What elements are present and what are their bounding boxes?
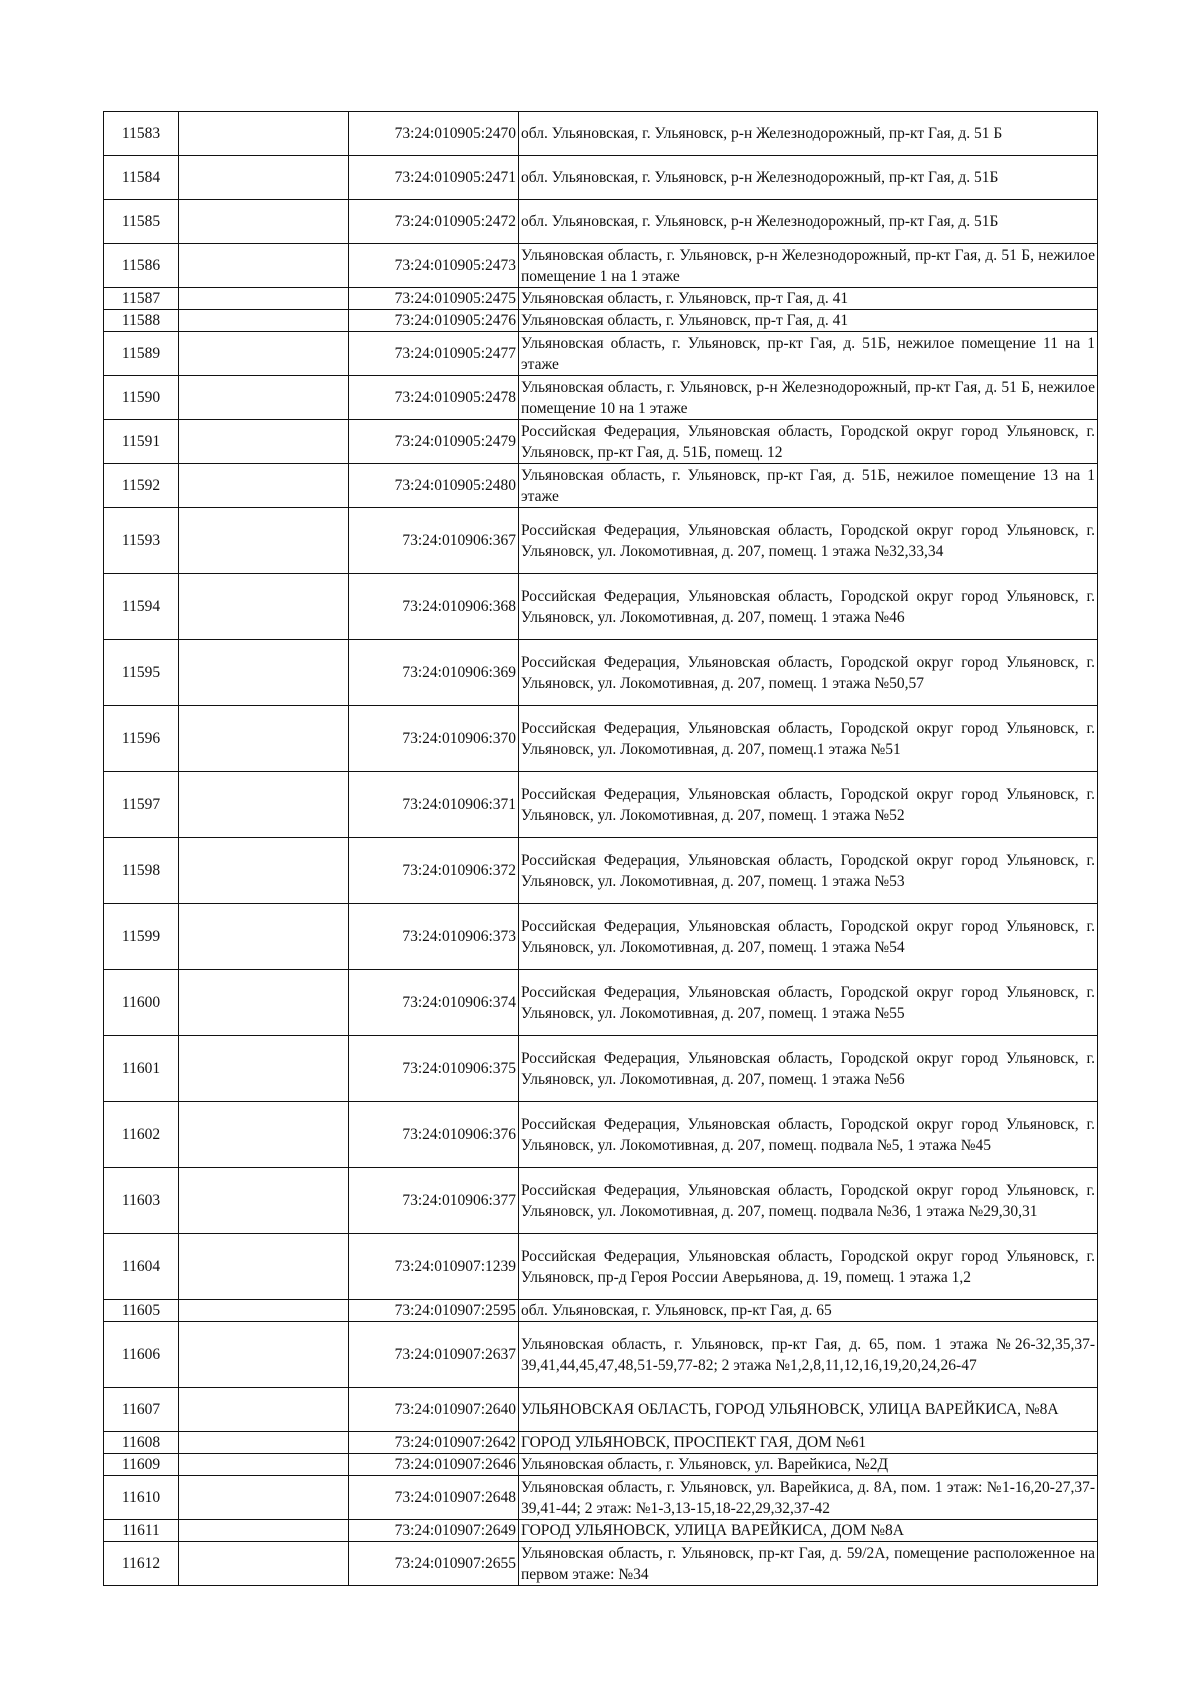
table-row [104, 1300, 1098, 1322]
row-number-cell: 11598 [104, 838, 179, 904]
row-number-cell: 11585 [104, 200, 179, 244]
row-number-cell: 11599 [104, 904, 179, 970]
row-number-cell: 11583 [104, 112, 179, 156]
row-number-cell: 11603 [104, 1168, 179, 1234]
address-cell: Ульяновская область, г. Ульяновск, р-н Железнодорожный, пр-кт Гая, д. 51 Б, нежилое помещение 10 на 1 этаже [519, 376, 1098, 420]
cadastral-number-cell: 73:24:010907:2637 [349, 1322, 519, 1388]
cadastral-number-cell: 73:24:010906:368 [349, 574, 519, 640]
empty-cell [179, 1432, 349, 1454]
cadastral-number-cell: 73:24:010905:2475 [349, 288, 519, 310]
address-cell: обл. Ульяновская, г. Ульяновск, р-н Железнодорожный, пр-кт Гая, д. 51Б [519, 156, 1098, 200]
row-number-cell: 11591 [104, 420, 179, 464]
table-row [104, 310, 1098, 332]
cadastral-number-cell: 73:24:010906:375 [349, 1036, 519, 1102]
empty-cell [179, 838, 349, 904]
empty-cell [179, 640, 349, 706]
address-cell: Ульяновская область, г. Ульяновск, пр-кт Гая, д. 51Б, нежилое помещение 11 на 1 этаже [519, 332, 1098, 376]
address-cell: Российская Федерация, Ульяновская область, Городской округ город Ульяновск, г. Ульяновск, ул. Локомотивная, д. 207, помещ. 1 этажа №54 [519, 904, 1098, 970]
empty-cell [179, 1520, 349, 1542]
empty-cell [179, 1388, 349, 1432]
empty-cell [179, 420, 349, 464]
table-row [104, 970, 1098, 1036]
cadastral-number-cell: 73:24:010906:367 [349, 508, 519, 574]
cadastral-number-cell: 73:24:010906:370 [349, 706, 519, 772]
address-cell: Российская Федерация, Ульяновская область, Городской округ город Ульяновск, г. Ульяновск, ул. Локомотивная, д. 207, помещ.1 этажа №51 [519, 706, 1098, 772]
address-cell: Российская Федерация, Ульяновская область, Городской округ город Ульяновск, г. Ульяновск, ул. Локомотивная, д. 207, помещ. 1 этажа №53 [519, 838, 1098, 904]
table-row [104, 1476, 1098, 1520]
address-cell: Ульяновская область, г. Ульяновск, пр-кт Гая, д. 65, пом. 1 этажа №26-32,35,37-39,41,44,45,47,48,51-59,77-82; 2 этажа №1,2,8,11,12,16,19,20,24,26-47 [519, 1322, 1098, 1388]
address-cell: Ульяновская область, г. Ульяновск, пр-т Гая, д. 41 [519, 288, 1098, 310]
cadastral-number-cell: 73:24:010907:2595 [349, 1300, 519, 1322]
empty-cell [179, 772, 349, 838]
row-number-cell: 11609 [104, 1454, 179, 1476]
table-row [104, 1432, 1098, 1454]
address-cell: Российская Федерация, Ульяновская область, Городской округ город Ульяновск, г. Ульяновск, ул. Локомотивная, д. 207, помещ. 1 этажа №50,57 [519, 640, 1098, 706]
row-number-cell: 11593 [104, 508, 179, 574]
address-cell: Российская Федерация, Ульяновская область, Городской округ город Ульяновск, г. Ульяновск, ул. Локомотивная, д. 207, помещ. 1 этажа №52 [519, 772, 1098, 838]
cadastral-number-cell: 73:24:010907:2655 [349, 1542, 519, 1586]
cadastral-number-cell: 73:24:010906:376 [349, 1102, 519, 1168]
empty-cell [179, 706, 349, 772]
row-number-cell: 11595 [104, 640, 179, 706]
cadastral-number-cell: 73:24:010906:373 [349, 904, 519, 970]
empty-cell [179, 288, 349, 310]
address-cell: Российская Федерация, Ульяновская область, Городской округ город Ульяновск, г. Ульяновск, пр-кт Гая, д. 51Б, помещ. 12 [519, 420, 1098, 464]
table-row [104, 420, 1098, 464]
row-number-cell: 11608 [104, 1432, 179, 1454]
table-row [104, 1234, 1098, 1300]
row-number-cell: 11604 [104, 1234, 179, 1300]
row-number-cell: 11605 [104, 1300, 179, 1322]
cadastral-number-cell: 73:24:010907:2640 [349, 1388, 519, 1432]
address-cell: Ульяновская область, г. Ульяновск, ул. Варейкиса, д. 8А, пом. 1 этаж: №1-16,20-27,37-39,41-44; 2 этаж: №1-3,13-15,18-22,29,32,37-42 [519, 1476, 1098, 1520]
empty-cell [179, 1102, 349, 1168]
table-row [104, 288, 1098, 310]
address-cell: Российская Федерация, Ульяновская область, Городской округ город Ульяновск, г. Ульяновск, ул. Локомотивная, д. 207, помещ. подвала №36, 1 этажа №29,30,31 [519, 1168, 1098, 1234]
empty-cell [179, 508, 349, 574]
cadastral-number-cell: 73:24:010905:2480 [349, 464, 519, 508]
empty-cell [179, 574, 349, 640]
address-cell: Российская Федерация, Ульяновская область, Городской округ город Ульяновск, г. Ульяновск, пр-д Героя России Аверьянова, д. 19, помещ. 1 этажа 1,2 [519, 1234, 1098, 1300]
row-number-cell: 11610 [104, 1476, 179, 1520]
empty-cell [179, 1300, 349, 1322]
address-cell: ГОРОД УЛЬЯНОВСК, УЛИЦА ВАРЕЙКИСА, ДОМ №8А [519, 1520, 1098, 1542]
empty-cell [179, 904, 349, 970]
row-number-cell: 11601 [104, 1036, 179, 1102]
table-row [104, 244, 1098, 288]
table-row [104, 112, 1098, 156]
cadastral-number-cell: 73:24:010906:372 [349, 838, 519, 904]
table-row [104, 464, 1098, 508]
row-number-cell: 11584 [104, 156, 179, 200]
table-row [104, 904, 1098, 970]
table-row [104, 1520, 1098, 1542]
address-cell: УЛЬЯНОВСКАЯ ОБЛАСТЬ, ГОРОД УЛЬЯНОВСК, УЛИЦА ВАРЕЙКИСА, №8А [519, 1388, 1098, 1432]
address-cell: Ульяновская область, г. Ульяновск, пр-кт Гая, д. 51Б, нежилое помещение 13 на 1 этаже [519, 464, 1098, 508]
row-number-cell: 11592 [104, 464, 179, 508]
table-row [104, 772, 1098, 838]
empty-cell [179, 1168, 349, 1234]
table-row [104, 1454, 1098, 1476]
address-cell: Ульяновская область, г. Ульяновск, пр-т Гая, д. 41 [519, 310, 1098, 332]
cadastral-number-cell: 73:24:010906:369 [349, 640, 519, 706]
cadastral-number-cell: 73:24:010905:2476 [349, 310, 519, 332]
table-row [104, 706, 1098, 772]
row-number-cell: 11588 [104, 310, 179, 332]
cadastral-number-cell: 73:24:010907:2648 [349, 1476, 519, 1520]
cadastral-number-cell: 73:24:010906:371 [349, 772, 519, 838]
address-cell: Российская Федерация, Ульяновская область, Городской округ город Ульяновск, г. Ульяновск, ул. Локомотивная, д. 207, помещ. 1 этажа №46 [519, 574, 1098, 640]
empty-cell [179, 200, 349, 244]
address-cell: Российская Федерация, Ульяновская область, Городской округ город Ульяновск, г. Ульяновск, ул. Локомотивная, д. 207, помещ. подвала №5, 1 этажа №45 [519, 1102, 1098, 1168]
table-row [104, 1102, 1098, 1168]
table-row [104, 640, 1098, 706]
address-cell: Российская Федерация, Ульяновская область, Городской округ город Ульяновск, г. Ульяновск, ул. Локомотивная, д. 207, помещ. 1 этажа №32,33,34 [519, 508, 1098, 574]
table-row [104, 332, 1098, 376]
cadastral-number-cell: 73:24:010905:2472 [349, 200, 519, 244]
row-number-cell: 11606 [104, 1322, 179, 1388]
table-row [104, 1036, 1098, 1102]
row-number-cell: 11600 [104, 970, 179, 1036]
table-row [104, 156, 1098, 200]
cadastral-number-cell: 73:24:010907:2649 [349, 1520, 519, 1542]
row-number-cell: 11612 [104, 1542, 179, 1586]
empty-cell [179, 1542, 349, 1586]
address-cell: Ульяновская область, г. Ульяновск, р-н Железнодорожный, пр-кт Гая, д. 51 Б, нежилое помещение 1 на 1 этаже [519, 244, 1098, 288]
row-number-cell: 11589 [104, 332, 179, 376]
cadastral-number-cell: 73:24:010905:2471 [349, 156, 519, 200]
empty-cell [179, 156, 349, 200]
empty-cell [179, 464, 349, 508]
address-cell: Ульяновская область, г. Ульяновск, пр-кт Гая, д. 59/2А, помещение расположенное на первом этаже: №34 [519, 1542, 1098, 1586]
table-row [104, 574, 1098, 640]
row-number-cell: 11607 [104, 1388, 179, 1432]
table-row [104, 1168, 1098, 1234]
address-cell: обл. Ульяновская, г. Ульяновск, р-н Железнодорожный, пр-кт Гая, д. 51 Б [519, 112, 1098, 156]
cadastral-number-cell: 73:24:010905:2477 [349, 332, 519, 376]
table-row [104, 1388, 1098, 1432]
cadastral-number-cell: 73:24:010907:1239 [349, 1234, 519, 1300]
property-register-table [103, 111, 1098, 1586]
cadastral-number-cell: 73:24:010905:2478 [349, 376, 519, 420]
address-cell: обл. Ульяновская, г. Ульяновск, р-н Железнодорожный, пр-кт Гая, д. 51Б [519, 200, 1098, 244]
cadastral-number-cell: 73:24:010905:2473 [349, 244, 519, 288]
cadastral-number-cell: 73:24:010905:2479 [349, 420, 519, 464]
table-body [104, 112, 1098, 1586]
cadastral-number-cell: 73:24:010907:2642 [349, 1432, 519, 1454]
row-number-cell: 11602 [104, 1102, 179, 1168]
row-number-cell: 11597 [104, 772, 179, 838]
row-number-cell: 11596 [104, 706, 179, 772]
empty-cell [179, 376, 349, 420]
cadastral-number-cell: 73:24:010906:374 [349, 970, 519, 1036]
table-row [104, 1322, 1098, 1388]
address-cell: Российская Федерация, Ульяновская область, Городской округ город Ульяновск, г. Ульяновск, ул. Локомотивная, д. 207, помещ. 1 этажа №56 [519, 1036, 1098, 1102]
empty-cell [179, 1454, 349, 1476]
address-cell: обл. Ульяновская, г. Ульяновск, пр-кт Гая, д. 65 [519, 1300, 1098, 1322]
table-row [104, 508, 1098, 574]
row-number-cell: 11586 [104, 244, 179, 288]
address-cell: Российская Федерация, Ульяновская область, Городской округ город Ульяновск, г. Ульяновск, ул. Локомотивная, д. 207, помещ. 1 этажа №55 [519, 970, 1098, 1036]
cadastral-number-cell: 73:24:010905:2470 [349, 112, 519, 156]
empty-cell [179, 970, 349, 1036]
empty-cell [179, 310, 349, 332]
table-row [104, 376, 1098, 420]
row-number-cell: 11611 [104, 1520, 179, 1542]
row-number-cell: 11587 [104, 288, 179, 310]
table-row [104, 1542, 1098, 1586]
address-cell: ГОРОД УЛЬЯНОВСК, ПРОСПЕКТ ГАЯ, ДОМ №61 [519, 1432, 1098, 1454]
cadastral-number-cell: 73:24:010906:377 [349, 1168, 519, 1234]
row-number-cell: 11590 [104, 376, 179, 420]
empty-cell [179, 1234, 349, 1300]
row-number-cell: 11594 [104, 574, 179, 640]
empty-cell [179, 1476, 349, 1520]
table-row [104, 838, 1098, 904]
empty-cell [179, 1322, 349, 1388]
empty-cell [179, 332, 349, 376]
empty-cell [179, 244, 349, 288]
empty-cell [179, 112, 349, 156]
cadastral-number-cell: 73:24:010907:2646 [349, 1454, 519, 1476]
address-cell: Ульяновская область, г. Ульяновск, ул. Варейкиса, №2Д [519, 1454, 1098, 1476]
empty-cell [179, 1036, 349, 1102]
table-row [104, 200, 1098, 244]
